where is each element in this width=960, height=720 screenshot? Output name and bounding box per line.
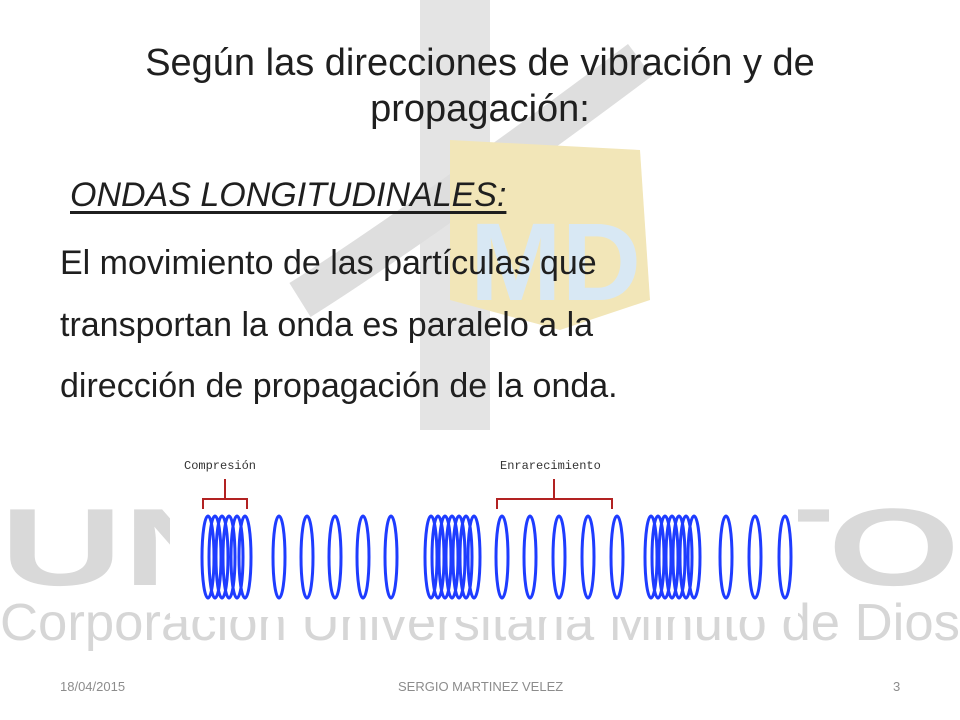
body-line-1: El movimiento de las partículas que bbox=[60, 244, 597, 282]
coil-loop bbox=[749, 516, 761, 598]
coil-loop bbox=[611, 516, 623, 598]
watermark-text: UNIMINUTO bbox=[0, 486, 960, 609]
rarefaction-label: Enrarecimiento bbox=[500, 459, 601, 473]
body-line-3: dirección de propagación de la onda. bbox=[60, 367, 618, 405]
longitudinal-wave-figure bbox=[170, 437, 798, 617]
wave-coils bbox=[202, 516, 791, 598]
coil-loop bbox=[779, 516, 791, 598]
compression-bracket bbox=[203, 479, 247, 509]
coil-loop bbox=[720, 516, 732, 598]
coil-loop bbox=[468, 516, 480, 598]
coil-loop bbox=[385, 516, 397, 598]
coil-loop bbox=[239, 516, 251, 598]
coil-loop bbox=[688, 516, 700, 598]
coil-loop bbox=[496, 516, 508, 598]
slide-title: Según las direcciones de vibración y de propagación: bbox=[145, 42, 815, 130]
coil-loop bbox=[273, 516, 285, 598]
rarefaction-bracket bbox=[497, 479, 612, 509]
coil-loop bbox=[582, 516, 594, 598]
body-line-2: transportan la onda es paralelo a la bbox=[60, 306, 594, 344]
coil-loop bbox=[524, 516, 536, 598]
coil-loop bbox=[301, 516, 313, 598]
footer-author: SERGIO MARTINEZ VELEZ bbox=[398, 679, 564, 694]
watermark-tagline: Corporación Universitaria Minuto de Dios bbox=[0, 594, 960, 652]
slide-subtitle: ONDAS LONGITUDINALES: bbox=[70, 176, 507, 214]
svg-text:MD: MD bbox=[470, 201, 642, 324]
coil-loop bbox=[553, 516, 565, 598]
compression-label: Compresión bbox=[184, 459, 257, 473]
coil-loop bbox=[357, 516, 369, 598]
coil-loop bbox=[329, 516, 341, 598]
footer-page-number: 3 bbox=[893, 679, 901, 694]
footer-date: 18/04/2015 bbox=[60, 679, 126, 694]
